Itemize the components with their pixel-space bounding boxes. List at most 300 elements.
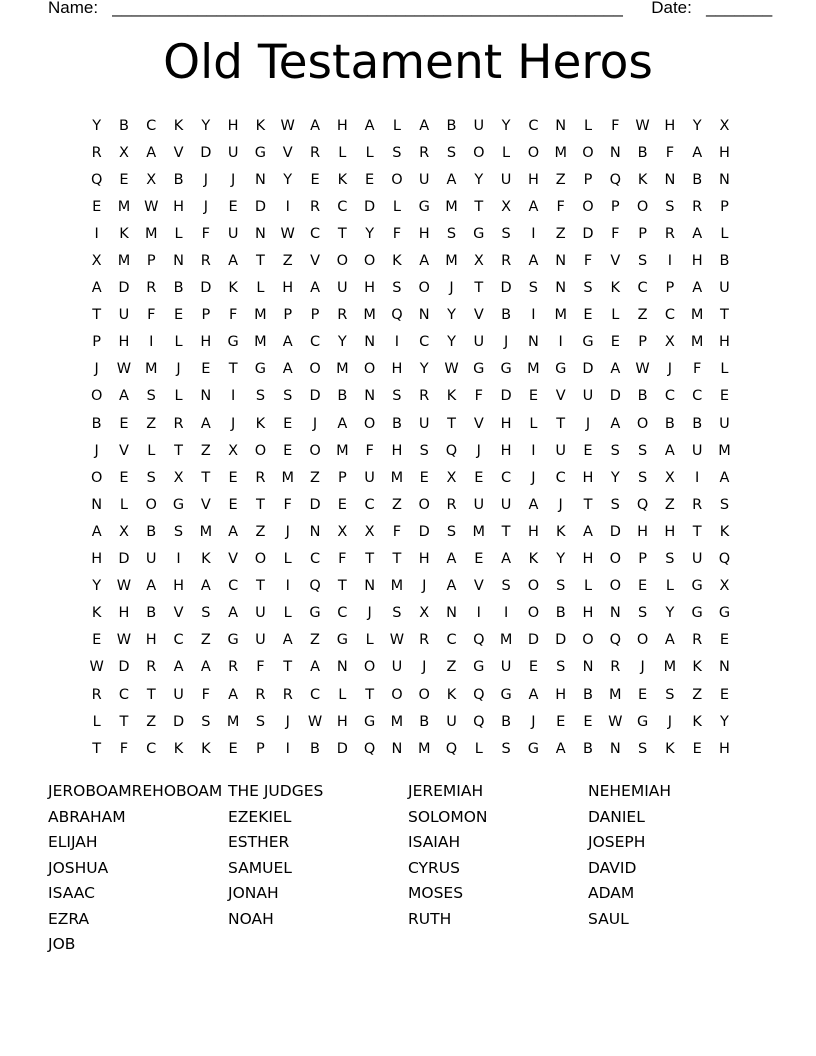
grid-cell[interactable]: N	[364, 578, 376, 595]
grid-cell[interactable]: M	[144, 225, 158, 242]
grid-cell[interactable]: S	[501, 578, 511, 595]
grid-cell[interactable]: J	[422, 578, 427, 595]
grid-cell[interactable]: C	[637, 280, 648, 297]
grid-cell[interactable]: K	[555, 523, 566, 540]
grid-cell[interactable]: T	[256, 578, 265, 595]
grid-cell[interactable]: R	[173, 415, 184, 432]
grid-cell[interactable]: A	[146, 144, 157, 161]
grid-cell[interactable]: K	[255, 117, 266, 134]
grid-cell[interactable]: B	[664, 415, 675, 432]
grid-cell[interactable]: P	[610, 198, 620, 215]
grid-cell[interactable]: X	[473, 253, 484, 270]
grid-cell[interactable]: E	[638, 578, 648, 595]
grid-cell[interactable]: M	[363, 307, 376, 324]
grid-cell[interactable]: C	[118, 686, 129, 703]
grid-cell[interactable]: A	[583, 523, 593, 540]
grid-cell[interactable]: C	[146, 740, 157, 757]
grid-cell[interactable]: C	[364, 496, 375, 513]
grid-cell[interactable]: T	[720, 307, 729, 324]
grid-cell[interactable]: S	[610, 496, 620, 513]
grid-cell[interactable]: B	[637, 388, 648, 405]
grid-cell[interactable]: A	[446, 171, 457, 188]
grid-cell[interactable]: P	[283, 307, 293, 324]
grid-cell[interactable]: D	[200, 280, 212, 297]
grid-cell[interactable]: J	[531, 713, 536, 730]
grid-cell[interactable]: Y	[337, 334, 347, 351]
grid-cell[interactable]: C	[337, 605, 348, 622]
grid-cell[interactable]: O	[391, 686, 403, 703]
grid-cell[interactable]: D	[309, 388, 321, 405]
grid-cell[interactable]: T	[501, 523, 511, 540]
grid-cell[interactable]: E	[638, 686, 648, 703]
grid-cell[interactable]: S	[255, 713, 266, 730]
grid-cell[interactable]: G	[473, 225, 485, 242]
grid-cell[interactable]: Y	[447, 307, 456, 324]
grid-cell[interactable]: X	[501, 198, 512, 215]
grid-cell[interactable]: L	[365, 632, 374, 649]
grid-cell[interactable]: T	[337, 578, 347, 595]
grid-cell[interactable]: H	[527, 171, 539, 188]
grid-cell[interactable]: B	[692, 415, 703, 432]
grid-cell[interactable]: A	[282, 361, 293, 378]
grid-cell[interactable]: E	[228, 198, 238, 215]
grid-cell[interactable]: A	[228, 523, 239, 540]
grid-cell[interactable]: P	[256, 740, 265, 757]
grid-cell[interactable]: N	[364, 334, 376, 351]
grid-cell[interactable]: Z	[637, 307, 648, 324]
name-blank[interactable]: ______________________________________________________	[112, 0, 623, 17]
grid-cell[interactable]: L	[119, 496, 128, 513]
grid-cell[interactable]: Y	[474, 171, 484, 188]
grid-cell[interactable]: X	[364, 523, 375, 540]
grid-cell[interactable]: L	[256, 280, 265, 297]
grid-cell[interactable]: I	[531, 225, 536, 242]
grid-cell[interactable]: A	[692, 144, 703, 161]
grid-cell[interactable]: P	[201, 307, 211, 324]
grid-cell[interactable]: O	[90, 388, 103, 405]
grid-cell[interactable]: A	[200, 659, 211, 676]
grid-cell[interactable]: L	[392, 117, 401, 134]
grid-cell[interactable]: E	[283, 415, 293, 432]
grid-cell[interactable]: V	[173, 605, 184, 622]
grid-cell[interactable]: K	[719, 523, 730, 540]
grid-cell[interactable]: T	[447, 415, 456, 432]
grid-cell[interactable]: J	[531, 469, 536, 486]
grid-cell[interactable]: J	[422, 659, 427, 676]
grid-cell[interactable]: E	[228, 496, 238, 513]
grid-cell[interactable]: E	[283, 442, 293, 459]
grid-cell[interactable]: P	[337, 469, 347, 486]
grid-cell[interactable]: E	[201, 361, 211, 378]
grid-cell[interactable]: M	[527, 361, 540, 378]
grid-cell[interactable]: T	[583, 496, 593, 513]
grid-cell[interactable]: B	[391, 415, 402, 432]
grid-cell[interactable]: U	[691, 551, 703, 568]
grid-cell[interactable]: O	[636, 198, 649, 215]
grid-cell[interactable]: E	[173, 307, 184, 324]
grid-cell[interactable]: I	[176, 551, 181, 568]
grid-cell[interactable]: B	[692, 171, 703, 188]
grid-cell[interactable]: X	[664, 469, 675, 486]
grid-cell[interactable]: G	[254, 361, 267, 378]
grid-cell[interactable]: V	[228, 551, 239, 568]
grid-cell[interactable]: K	[692, 659, 702, 676]
grid-cell[interactable]: A	[528, 686, 539, 703]
grid-cell[interactable]: A	[200, 415, 211, 432]
grid-cell[interactable]: U	[500, 496, 512, 513]
grid-cell[interactable]: C	[664, 307, 675, 324]
grid-cell[interactable]: T	[201, 469, 211, 486]
grid-cell[interactable]: T	[92, 740, 102, 757]
grid-cell[interactable]: M	[117, 198, 131, 215]
grid-cell[interactable]: U	[473, 117, 485, 134]
grid-cell[interactable]: B	[173, 171, 184, 188]
grid-cell[interactable]: D	[254, 198, 267, 215]
grid-cell[interactable]: H	[555, 686, 567, 703]
grid-cell[interactable]: N	[364, 388, 376, 405]
grid-cell[interactable]: J	[367, 605, 372, 622]
grid-cell[interactable]: Z	[555, 171, 566, 188]
grid-cell[interactable]: C	[309, 686, 321, 703]
grid-cell[interactable]: C	[309, 334, 321, 351]
grid-cell[interactable]: L	[283, 605, 292, 622]
grid-cell[interactable]: O	[336, 253, 349, 270]
grid-cell[interactable]: O	[254, 551, 267, 568]
grid-cell[interactable]: C	[309, 225, 321, 242]
grid-cell[interactable]: J	[94, 361, 99, 378]
grid-cell[interactable]: A	[419, 117, 430, 134]
grid-cell[interactable]: W	[389, 632, 405, 649]
grid-cell[interactable]: D	[582, 361, 594, 378]
grid-cell[interactable]: P	[92, 334, 102, 351]
grid-cell[interactable]: Q	[609, 171, 621, 188]
grid-cell[interactable]: K	[610, 280, 621, 297]
grid-cell[interactable]: B	[337, 388, 348, 405]
grid-cell[interactable]: R	[91, 144, 102, 161]
grid-cell[interactable]: E	[419, 469, 429, 486]
grid-cell[interactable]: A	[282, 632, 293, 649]
grid-cell[interactable]: Q	[445, 740, 458, 757]
grid-cell[interactable]: O	[527, 605, 540, 622]
grid-cell[interactable]: T	[392, 551, 402, 568]
grid-cell[interactable]: B	[310, 740, 320, 757]
grid-cell[interactable]: K	[228, 280, 238, 297]
grid-cell[interactable]: O	[90, 469, 103, 486]
grid-cell[interactable]: G	[473, 659, 485, 676]
grid-cell[interactable]: O	[527, 578, 540, 595]
grid-cell[interactable]: G	[718, 605, 731, 622]
grid-cell[interactable]: G	[309, 605, 321, 622]
grid-cell[interactable]: L	[502, 144, 511, 161]
grid-cell[interactable]: S	[637, 442, 648, 459]
grid-cell[interactable]: T	[365, 686, 375, 703]
grid-cell[interactable]: J	[667, 713, 673, 730]
grid-cell[interactable]: B	[583, 740, 593, 757]
grid-cell[interactable]: H	[227, 117, 239, 134]
grid-cell[interactable]: A	[118, 388, 129, 405]
grid-cell[interactable]: H	[173, 198, 184, 215]
grid-cell[interactable]: L	[611, 307, 620, 324]
grid-cell[interactable]: Q	[391, 307, 403, 324]
grid-cell[interactable]: P	[310, 307, 320, 324]
grid-cell[interactable]: T	[474, 280, 484, 297]
grid-cell[interactable]: T	[256, 253, 265, 270]
grid-cell[interactable]: E	[119, 469, 129, 486]
grid-cell[interactable]: F	[365, 442, 374, 459]
grid-cell[interactable]: A	[282, 334, 293, 351]
grid-cell[interactable]: R	[146, 659, 157, 676]
grid-cell[interactable]: U	[473, 496, 485, 513]
grid-cell[interactable]: S	[528, 280, 538, 297]
grid-cell[interactable]: O	[582, 144, 594, 161]
grid-cell[interactable]: N	[173, 253, 184, 270]
grid-cell[interactable]: A	[310, 280, 320, 297]
grid-cell[interactable]: E	[583, 713, 593, 730]
grid-cell[interactable]: I	[695, 469, 700, 486]
grid-cell[interactable]: M	[499, 632, 513, 649]
grid-cell[interactable]: L	[365, 144, 374, 161]
grid-cell[interactable]: S	[146, 388, 156, 405]
grid-cell[interactable]: D	[309, 496, 321, 513]
grid-cell[interactable]: H	[173, 578, 184, 595]
grid-cell[interactable]: M	[281, 469, 294, 486]
grid-cell[interactable]: S	[556, 578, 566, 595]
grid-cell[interactable]: O	[582, 198, 594, 215]
grid-cell[interactable]: F	[201, 225, 210, 242]
grid-cell[interactable]: U	[173, 686, 184, 703]
grid-cell[interactable]: D	[609, 523, 621, 540]
grid-cell[interactable]: H	[664, 117, 676, 134]
grid-cell[interactable]: T	[556, 415, 566, 432]
grid-cell[interactable]: M	[663, 659, 677, 676]
grid-cell[interactable]: U	[500, 659, 512, 676]
grid-cell[interactable]: J	[558, 496, 563, 513]
grid-cell[interactable]: Y	[92, 578, 102, 595]
grid-cell[interactable]: B	[91, 415, 102, 432]
grid-cell[interactable]: F	[556, 198, 565, 215]
grid-cell[interactable]: J	[585, 415, 591, 432]
grid-cell[interactable]: N	[336, 659, 348, 676]
grid-cell[interactable]: X	[719, 578, 730, 595]
grid-cell[interactable]: B	[719, 253, 730, 270]
grid-cell[interactable]: B	[173, 280, 184, 297]
grid-cell[interactable]: N	[609, 605, 621, 622]
grid-cell[interactable]: Q	[609, 632, 621, 649]
grid-cell[interactable]: G	[254, 144, 267, 161]
grid-cell[interactable]: V	[118, 442, 129, 459]
grid-cell[interactable]: N	[309, 523, 321, 540]
grid-cell[interactable]: X	[419, 605, 430, 622]
grid-cell[interactable]: S	[283, 388, 293, 405]
grid-cell[interactable]: F	[201, 686, 210, 703]
grid-cell[interactable]: G	[336, 632, 348, 649]
grid-cell[interactable]: H	[118, 605, 130, 622]
grid-cell[interactable]: T	[692, 523, 702, 540]
grid-cell[interactable]: S	[392, 144, 402, 161]
grid-cell[interactable]: H	[391, 442, 403, 459]
grid-cell[interactable]: H	[691, 253, 703, 270]
grid-cell[interactable]: L	[283, 551, 292, 568]
grid-cell[interactable]: K	[201, 551, 211, 568]
grid-cell[interactable]: E	[474, 551, 484, 568]
grid-cell[interactable]: I	[503, 605, 509, 622]
grid-cell[interactable]: V	[555, 388, 566, 405]
grid-cell[interactable]: R	[282, 686, 293, 703]
grid-cell[interactable]: A	[173, 659, 184, 676]
grid-cell[interactable]: E	[719, 686, 730, 703]
grid-cell[interactable]: X	[446, 469, 457, 486]
grid-cell[interactable]: M	[390, 713, 404, 730]
grid-cell[interactable]: W	[116, 632, 132, 649]
grid-cell[interactable]: A	[446, 578, 457, 595]
grid-cell[interactable]: G	[227, 334, 239, 351]
grid-cell[interactable]: K	[173, 117, 184, 134]
grid-cell[interactable]: U	[227, 225, 239, 242]
grid-cell[interactable]: C	[419, 334, 430, 351]
grid-cell[interactable]: A	[555, 740, 566, 757]
grid-cell[interactable]: G	[691, 578, 703, 595]
grid-cell[interactable]: S	[392, 388, 402, 405]
grid-cell[interactable]: S	[201, 605, 211, 622]
grid-cell[interactable]: H	[582, 469, 594, 486]
grid-cell[interactable]: S	[446, 225, 457, 242]
grid-cell[interactable]: E	[92, 632, 102, 649]
grid-cell[interactable]: P	[638, 225, 647, 242]
grid-cell[interactable]: H	[364, 280, 376, 297]
grid-cell[interactable]: H	[664, 523, 676, 540]
grid-cell[interactable]: Z	[146, 713, 157, 730]
grid-cell[interactable]: D	[609, 388, 621, 405]
grid-cell[interactable]: L	[174, 388, 183, 405]
grid-cell[interactable]: M	[117, 253, 131, 270]
grid-cell[interactable]: H	[582, 551, 594, 568]
grid-cell[interactable]: F	[283, 496, 292, 513]
grid-cell[interactable]: G	[527, 740, 540, 757]
grid-cell[interactable]: J	[449, 280, 454, 297]
grid-cell[interactable]: Z	[146, 415, 157, 432]
grid-cell[interactable]: M	[609, 686, 622, 703]
grid-cell[interactable]: U	[418, 415, 430, 432]
grid-cell[interactable]: N	[555, 280, 567, 297]
grid-cell[interactable]: R	[91, 686, 102, 703]
grid-cell[interactable]: S	[501, 225, 511, 242]
grid-cell[interactable]: J	[203, 198, 208, 215]
grid-cell[interactable]: N	[527, 334, 539, 351]
grid-cell[interactable]: O	[418, 280, 430, 297]
grid-cell[interactable]: F	[611, 225, 620, 242]
grid-cell[interactable]: H	[719, 144, 730, 161]
grid-cell[interactable]: D	[200, 144, 212, 161]
grid-cell[interactable]: Y	[365, 225, 375, 242]
grid-cell[interactable]: V	[473, 578, 484, 595]
grid-cell[interactable]: L	[174, 334, 183, 351]
grid-cell[interactable]: S	[419, 442, 429, 459]
grid-cell[interactable]: L	[392, 198, 401, 215]
grid-cell[interactable]: O	[254, 442, 267, 459]
grid-cell[interactable]: A	[664, 632, 675, 649]
grid-cell[interactable]: F	[693, 361, 702, 378]
grid-cell[interactable]: J	[503, 334, 509, 351]
grid-cell[interactable]: L	[174, 225, 183, 242]
grid-cell[interactable]: H	[391, 361, 403, 378]
grid-cell[interactable]: M	[718, 442, 731, 459]
grid-cell[interactable]: B	[555, 605, 566, 622]
grid-cell[interactable]: D	[118, 280, 130, 297]
grid-cell[interactable]: O	[309, 361, 321, 378]
grid-cell[interactable]: C	[228, 578, 239, 595]
grid-cell[interactable]: R	[255, 686, 266, 703]
grid-cell[interactable]: B	[118, 117, 129, 134]
grid-cell[interactable]: J	[230, 171, 236, 188]
grid-cell[interactable]: A	[528, 496, 539, 513]
grid-cell[interactable]: K	[173, 740, 184, 757]
grid-cell[interactable]: J	[640, 659, 645, 676]
grid-cell[interactable]: S	[501, 740, 511, 757]
grid-cell[interactable]: U	[719, 415, 730, 432]
grid-cell[interactable]: D	[527, 632, 539, 649]
grid-cell[interactable]: B	[501, 307, 512, 324]
grid-cell[interactable]: R	[146, 280, 157, 297]
grid-cell[interactable]: Y	[692, 117, 702, 134]
grid-cell[interactable]: L	[529, 415, 538, 432]
grid-cell[interactable]: G	[500, 361, 512, 378]
grid-cell[interactable]: E	[583, 442, 593, 459]
grid-cell[interactable]: D	[118, 551, 130, 568]
grid-cell[interactable]: Z	[200, 632, 211, 649]
grid-cell[interactable]: S	[446, 144, 457, 161]
grid-cell[interactable]: E	[228, 740, 238, 757]
grid-cell[interactable]: B	[146, 605, 157, 622]
grid-cell[interactable]: A	[228, 686, 239, 703]
grid-cell[interactable]: H	[282, 280, 294, 297]
grid-cell[interactable]: M	[144, 361, 158, 378]
grid-cell[interactable]: B	[583, 686, 593, 703]
grid-cell[interactable]: S	[446, 523, 457, 540]
grid-cell[interactable]: H	[145, 632, 157, 649]
grid-cell[interactable]: H	[336, 713, 348, 730]
grid-cell[interactable]: O	[636, 632, 649, 649]
grid-cell[interactable]: C	[692, 388, 703, 405]
grid-cell[interactable]: L	[720, 225, 729, 242]
grid-cell[interactable]: G	[227, 632, 239, 649]
grid-cell[interactable]: Q	[473, 713, 485, 730]
grid-cell[interactable]: Z	[200, 442, 211, 459]
grid-cell[interactable]: M	[336, 361, 349, 378]
grid-cell[interactable]: E	[337, 496, 347, 513]
grid-cell[interactable]: M	[472, 523, 486, 540]
grid-cell[interactable]: C	[664, 388, 675, 405]
grid-cell[interactable]: O	[363, 361, 376, 378]
grid-cell[interactable]: H	[418, 225, 430, 242]
grid-cell[interactable]: U	[719, 280, 730, 297]
grid-cell[interactable]: I	[149, 334, 154, 351]
grid-cell[interactable]: S	[637, 469, 648, 486]
grid-cell[interactable]: F	[665, 144, 675, 161]
grid-cell[interactable]: M	[554, 144, 567, 161]
grid-cell[interactable]: M	[690, 334, 704, 351]
grid-cell[interactable]: L	[338, 686, 347, 703]
grid-cell[interactable]: N	[255, 225, 266, 242]
letter-grid[interactable]	[83, 112, 738, 762]
grid-cell[interactable]: I	[285, 740, 290, 757]
grid-cell[interactable]: I	[394, 334, 400, 351]
grid-cell[interactable]: O	[363, 659, 376, 676]
grid-cell[interactable]: C	[501, 469, 512, 486]
grid-cell[interactable]: R	[692, 198, 703, 215]
grid-cell[interactable]: T	[283, 659, 293, 676]
grid-cell[interactable]: S	[173, 523, 184, 540]
grid-cell[interactable]: J	[667, 361, 673, 378]
